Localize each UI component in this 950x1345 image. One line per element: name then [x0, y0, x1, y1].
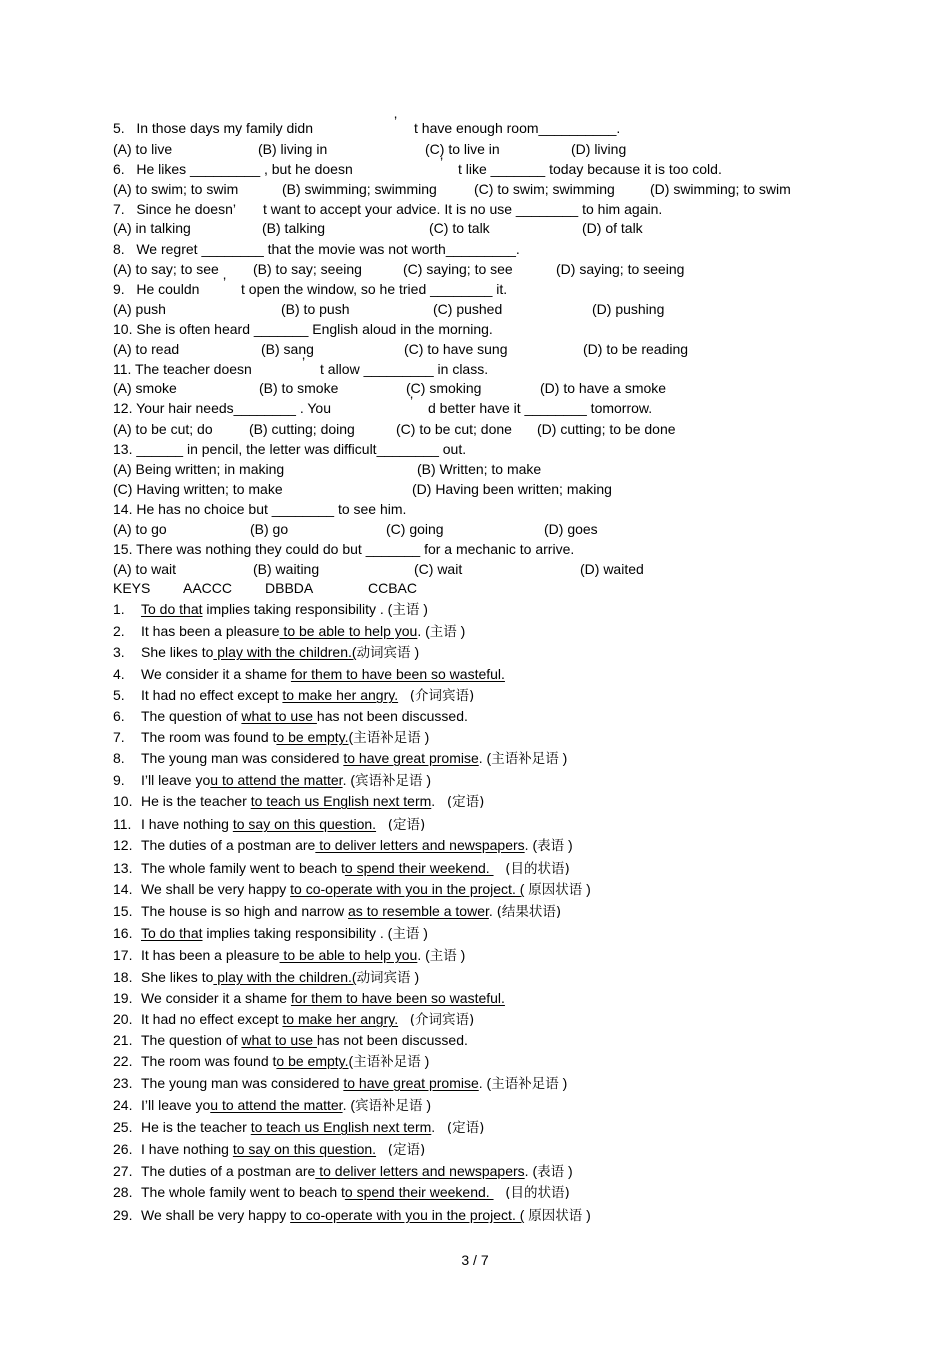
underlined-phrase: for them to have been so wasteful. [290, 666, 505, 682]
underlined-phrase: To do that [141, 601, 203, 617]
sentence-text: I have nothing [141, 816, 233, 832]
example-sentence [113, 750, 567, 767]
question-stem: 6. He likes _________ , but he doesn [113, 161, 353, 177]
sentence-text: He is the teacher [141, 1119, 251, 1135]
answer-option: (B) cutting; doing [249, 421, 355, 437]
sentence-text: She likes to [141, 644, 214, 660]
grammar-function: (介词宾语) [409, 688, 475, 704]
answer-option: (B) Written; to make [417, 461, 542, 477]
example-sentence [113, 644, 419, 661]
sentence-text: I have nothing [141, 1141, 233, 1157]
answer-option: (B) sang [261, 341, 314, 357]
underlined-phrase: o spend their weekend. [344, 860, 494, 876]
example-sentence [113, 1207, 591, 1224]
underlined-phrase: u to attend the matter [210, 1097, 343, 1113]
example-number: 16. [113, 925, 133, 941]
grammar-function: 主语补足语 [491, 751, 559, 767]
question-stem: 12. Your hair needs________ . You [113, 400, 331, 416]
sentence-text: It has been a pleasure [141, 947, 280, 963]
answer-key-group: DBBDA [265, 580, 314, 596]
example-number: 28. [113, 1184, 133, 1200]
example-number: 20. [113, 1011, 133, 1027]
sentence-text: ) [558, 1075, 568, 1091]
example-sentence [113, 816, 425, 833]
example-sentence [113, 837, 573, 854]
answer-option: (A) in talking [113, 220, 191, 236]
sentence-text: ) [419, 925, 428, 941]
question-stem: ’ [394, 113, 398, 129]
grammar-function: (目的状语) [505, 861, 570, 877]
grammar-function: 原因状语 [528, 1208, 583, 1224]
answer-option: (A) smoke [113, 380, 177, 396]
grammar-function: 主语 [429, 624, 457, 640]
example-number: 7. [113, 729, 125, 745]
sentence-text: . ( [524, 1163, 538, 1179]
underlined-phrase: to deliver letters and newspapers [315, 837, 525, 853]
grammar-function: 原因状语 [528, 882, 583, 898]
grammar-function: (定语) [446, 794, 485, 810]
sentence-text: . [431, 793, 447, 809]
answer-option: (B) swimming; swimming [282, 181, 437, 197]
question-stem: t want to accept your advice. It is no use ________ to him again. [263, 201, 663, 217]
answer-option: (B) living in [258, 141, 328, 157]
sentence-text: . [431, 1119, 447, 1135]
example-number: 9. [113, 772, 125, 788]
example-sentence [113, 687, 474, 704]
example-sentence [113, 1141, 425, 1158]
example-number: 21. [113, 1032, 133, 1048]
answer-option: (A) Being written; in making [113, 461, 285, 477]
question-stem: 13. ______ in pencil, the letter was difficult________ out. [113, 441, 467, 457]
answer-option: (C) smoking [406, 380, 482, 396]
sentence-text: implies taking responsibility . ( [202, 925, 393, 941]
example-number: 29. [113, 1207, 133, 1223]
answer-option: (D) pushing [592, 301, 665, 317]
underlined-phrase: to have great promise [343, 750, 479, 766]
sentence-text: We consider it a shame [141, 666, 291, 682]
answer-option: (C) to have sung [404, 341, 508, 357]
answer-option: (D) goes [544, 521, 598, 537]
answer-option: (D) living [571, 141, 627, 157]
underlined-phrase: to make her angry. [282, 687, 399, 703]
question-stem: t like _______ today because it is too cold. [458, 161, 722, 177]
answer-option: (C) wait [414, 561, 463, 577]
sentence-text: ) [422, 1097, 432, 1113]
grammar-function: (结果状语) [496, 904, 562, 920]
sentence-text: . ( [478, 750, 492, 766]
sentence-text: ) [419, 601, 428, 617]
answer-option: (C) to be cut; done [396, 421, 512, 437]
grammar-function: 动词宾语 [356, 645, 411, 661]
question-stem: 15. There was nothing they could do but _______ for a mechanic to arrive. [113, 541, 575, 557]
example-number: 5. [113, 687, 125, 703]
example-number: 27. [113, 1163, 133, 1179]
answer-option: (A) to live [113, 141, 173, 157]
example-number: 4. [113, 666, 125, 682]
underlined-phrase: To do that [141, 925, 203, 941]
underlined-phrase: to teach us English next term [250, 1119, 432, 1135]
example-number: 26. [113, 1141, 133, 1157]
grammar-function: (定语) [387, 1142, 426, 1158]
example-sentence [113, 1163, 573, 1180]
sentence-text: ) [582, 881, 591, 897]
example-number: 2. [113, 623, 125, 639]
grammar-function: (目的状语) [505, 1185, 570, 1201]
grammar-function: 主语补足语 [353, 1054, 421, 1070]
underlined-phrase: to make her angry. [282, 1011, 399, 1027]
sentence-text: We consider it a shame [141, 990, 291, 1006]
sentence-text: ) [582, 1207, 591, 1223]
underlined-phrase: to be able to help you [279, 947, 418, 963]
example-number: 12. [113, 837, 133, 853]
answer-option: (B) to smoke [259, 380, 339, 396]
grammar-function: 动词宾语 [356, 970, 411, 986]
grammar-function: 主语补足语 [491, 1076, 559, 1092]
page-number: 3 / 7 [461, 1252, 489, 1268]
example-sentence [113, 947, 465, 964]
sentence-text: ) [410, 644, 420, 660]
answer-option: (C) to swim; swimming [474, 181, 615, 197]
example-number: 18. [113, 969, 133, 985]
answer-option: (B) go [250, 521, 289, 537]
grammar-function: 主语补足语 [353, 730, 421, 746]
sentence-text [376, 1141, 388, 1157]
sentence-text [376, 816, 388, 832]
sentence-text: implies taking responsibility . ( [202, 601, 393, 617]
underlined-phrase: to teach us English next term [250, 793, 432, 809]
answer-option: (A) to be cut; do [113, 421, 213, 437]
answer-option: (D) Having been written; making [412, 481, 612, 497]
answer-option: (D) cutting; to be done [537, 421, 676, 437]
example-sentence [113, 1032, 468, 1048]
example-sentence [113, 772, 431, 789]
example-number: 1. [113, 601, 125, 617]
grammar-function: (定语) [387, 817, 426, 833]
question-stem: ’ [302, 354, 306, 370]
question-stem: ’ [440, 154, 444, 170]
example-sentence [113, 601, 428, 618]
example-sentence [113, 1053, 429, 1070]
underlined-phrase: o spend their weekend. [344, 1184, 494, 1200]
sentence-text [494, 1184, 506, 1200]
example-number: 3. [113, 644, 125, 660]
answer-option: (D) saying; to seeing [556, 261, 685, 277]
grammar-function: 表语 [537, 1164, 565, 1180]
underlined-phrase: what to use [241, 1032, 317, 1048]
question-stem: ’ [223, 274, 227, 290]
example-number: 22. [113, 1053, 133, 1069]
sentence-text: I’ll leave yo [141, 1097, 211, 1113]
question-stem: d better have it ________ tomorrow. [428, 400, 653, 416]
example-sentence [113, 623, 465, 640]
example-sentence [113, 1119, 484, 1136]
grammar-function: 主语 [392, 602, 420, 618]
answer-option: (A) to read [113, 341, 180, 357]
example-sentence [113, 729, 429, 746]
underlined-phrase: o be empty. [276, 729, 349, 745]
example-sentence [113, 881, 591, 898]
answer-option: (C) to talk [429, 220, 490, 236]
answer-option: (D) swimming; to swim [650, 181, 791, 197]
question-stem: t have enough room__________. [414, 120, 621, 136]
example-sentence [113, 708, 468, 724]
answer-option: (A) to say; to see [113, 261, 219, 277]
sentence-text: ) [558, 750, 568, 766]
sentence-text: It has been a pleasure [141, 623, 280, 639]
sentence-text [494, 860, 506, 876]
sentence-text: The whole family went to beach t [141, 860, 345, 876]
underlined-phrase: to co-operate with you in the project. ( [290, 1207, 525, 1223]
example-number: 19. [113, 990, 133, 1006]
example-sentence [113, 666, 505, 682]
underlined-phrase: to deliver letters and newspapers [315, 1163, 525, 1179]
grammar-function: (介词宾语) [409, 1012, 475, 1028]
example-number: 17. [113, 947, 133, 963]
sentence-text: ) [564, 837, 573, 853]
question-stem: t open the window, so he tried ________ it. [241, 281, 508, 297]
example-sentence [113, 1011, 474, 1028]
underlined-phrase: as to resemble a tower [348, 903, 489, 919]
sentence-text: We shall be very happy [141, 881, 291, 897]
question-stem: 9. He couldn [113, 281, 200, 297]
sentence-text: The room was found t [141, 1053, 277, 1069]
sentence-text: The room was found t [141, 729, 277, 745]
underlined-phrase: play with the children.( [213, 644, 357, 660]
example-sentence [113, 1075, 567, 1092]
example-sentence [113, 903, 561, 920]
sentence-text: . ( [417, 623, 430, 639]
answer-option: (C) going [386, 521, 444, 537]
sentence-text: We shall be very happy [141, 1207, 291, 1223]
example-number: 10. [113, 793, 133, 809]
example-sentence [113, 925, 428, 942]
underlined-phrase: o be empty. [276, 1053, 349, 1069]
sentence-text: The question of [141, 1032, 242, 1048]
sentence-text: It had no effect except [141, 687, 283, 703]
underlined-phrase: to have great promise [343, 1075, 479, 1091]
example-number: 23. [113, 1075, 133, 1091]
example-number: 24. [113, 1097, 133, 1113]
underlined-phrase: u to attend the matter [210, 772, 343, 788]
example-sentence [113, 793, 484, 810]
grammar-function: 主语 [392, 926, 420, 942]
answer-option: (D) waited [580, 561, 644, 577]
example-number: 13. [113, 860, 133, 876]
sentence-text: has not been discussed. [316, 1032, 468, 1048]
sentence-text: It had no effect except [141, 1011, 283, 1027]
answer-option: (A) to go [113, 521, 167, 537]
sentence-text: I’ll leave yo [141, 772, 211, 788]
answer-option: (C) saying; to see [403, 261, 513, 277]
grammar-function: 宾语补足语 [355, 1098, 423, 1114]
example-number: 11. [113, 816, 132, 832]
sentence-text [398, 687, 410, 703]
sentence-text: . ( [524, 837, 538, 853]
sentence-text: . ( [417, 947, 430, 963]
example-sentence [113, 969, 419, 986]
question-stem: ’ [410, 393, 414, 409]
answer-key-group: CCBAC [368, 580, 418, 596]
sentence-text [398, 1011, 410, 1027]
grammar-function: (定语) [446, 1120, 485, 1136]
answer-option: (C) pushed [433, 301, 503, 317]
question-stem: 7. Since he doesn’ [113, 201, 236, 217]
keys-label: KEYS [113, 580, 151, 596]
sentence-text: . ( [478, 1075, 492, 1091]
underlined-phrase: play with the children.( [213, 969, 357, 985]
answer-option: (D) of talk [582, 220, 643, 236]
grammar-function: 主语 [429, 948, 457, 964]
question-stem: 10. She is often heard _______ English aloud in the morning. [113, 321, 493, 337]
sentence-text: ( [348, 729, 354, 745]
sentence-text: . ( [342, 772, 356, 788]
answer-option: (D) to have a smoke [540, 380, 667, 396]
grammar-function: 宾语补足语 [355, 773, 423, 789]
underlined-phrase: for them to have been so wasteful. [290, 990, 505, 1006]
answer-key-group: AACCC [183, 580, 233, 596]
answer-option: (A) to swim; to swim [113, 181, 239, 197]
question-stem: 11. The teacher doesn [113, 361, 252, 377]
sentence-text: The duties of a postman are [141, 1163, 316, 1179]
sentence-text: The question of [141, 708, 242, 724]
example-number: 14. [113, 881, 133, 897]
sentence-text: ) [420, 729, 430, 745]
sentence-text: The young man was considered [141, 750, 344, 766]
sentence-text: ) [564, 1163, 573, 1179]
sentence-text: ( [348, 1053, 354, 1069]
sentence-text: ) [420, 1053, 430, 1069]
example-sentence [113, 990, 505, 1006]
sentence-text: The house is so high and narrow [141, 903, 349, 919]
answer-option: (B) to push [281, 301, 350, 317]
sentence-text: . ( [342, 1097, 356, 1113]
underlined-phrase: to be able to help you [279, 623, 418, 639]
sentence-text: ) [456, 947, 466, 963]
sentence-text: He is the teacher [141, 793, 251, 809]
sentence-text: The whole family went to beach t [141, 1184, 345, 1200]
question-stem: 5. In those days my family didn [113, 120, 313, 136]
sentence-text: The young man was considered [141, 1075, 344, 1091]
example-number: 6. [113, 708, 125, 724]
example-number: 25. [113, 1119, 133, 1135]
answer-option: (C) Having written; to make [113, 481, 283, 497]
underlined-phrase: to say on this question. [232, 816, 377, 832]
answer-option: (B) waiting [253, 561, 320, 577]
underlined-phrase: what to use [241, 708, 317, 724]
sentence-text: The duties of a postman are [141, 837, 316, 853]
sentence-text: She likes to [141, 969, 214, 985]
example-sentence [113, 860, 570, 877]
example-sentence [113, 1184, 570, 1201]
answer-option: (A) push [113, 301, 166, 317]
example-number: 8. [113, 750, 125, 766]
sentence-text: . [488, 903, 497, 919]
underlined-phrase: to co-operate with you in the project. ( [290, 881, 525, 897]
sentence-text: ) [456, 623, 466, 639]
example-number: 15. [113, 903, 133, 919]
grammar-function: 表语 [537, 838, 565, 854]
answer-option: (B) to say; seeing [253, 261, 362, 277]
underlined-phrase: to say on this question. [232, 1141, 377, 1157]
sentence-text: ) [422, 772, 432, 788]
example-sentence [113, 1097, 431, 1114]
answer-option: (B) talking [262, 220, 326, 236]
question-stem: 14. He has no choice but ________ to see him. [113, 501, 407, 517]
sentence-text: has not been discussed. [316, 708, 468, 724]
question-stem: 8. We regret ________ that the movie was not worth_________. [113, 241, 520, 257]
sentence-text: ) [410, 969, 420, 985]
question-stem: t allow _________ in class. [320, 361, 489, 377]
answer-option: (D) to be reading [583, 341, 689, 357]
answer-option: (C) to live in [425, 141, 500, 157]
answer-option: (A) to wait [113, 561, 177, 577]
